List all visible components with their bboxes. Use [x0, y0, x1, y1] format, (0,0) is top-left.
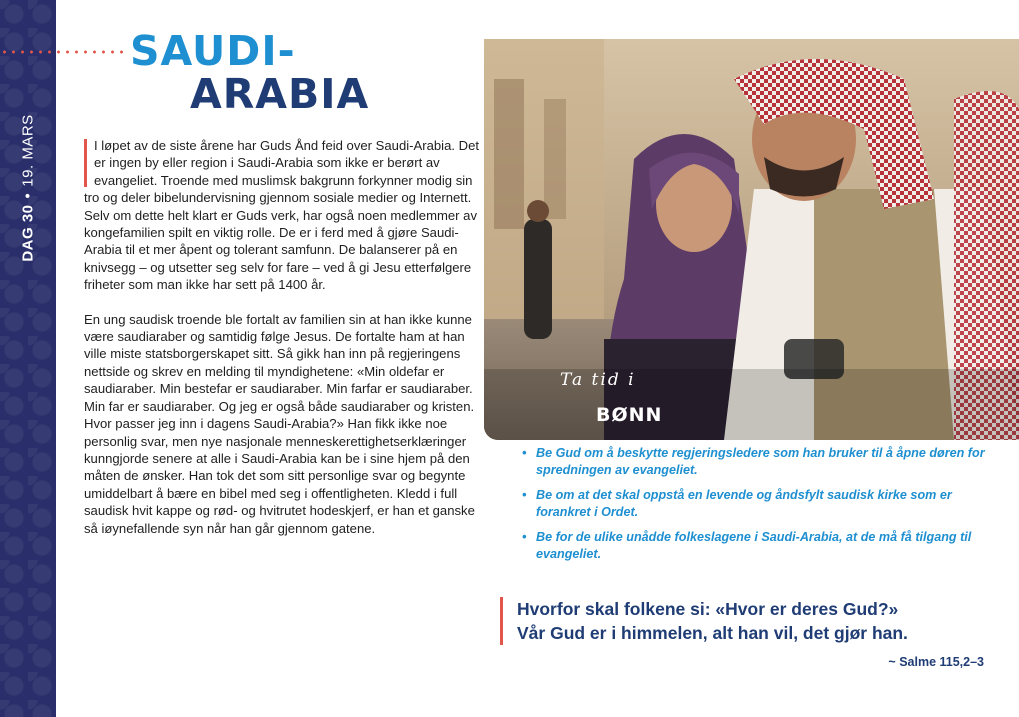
- prayer-list: [522, 445, 992, 571]
- day-label: DAG 30: [19, 204, 37, 262]
- prayer-heading: [560, 370, 710, 440]
- scripture-quote: [500, 597, 1000, 645]
- article-body: [84, 137, 480, 554]
- title-line-2: ARABIA: [190, 70, 370, 118]
- prayer-item: • Be for de ulike unådde folkeslagene i Saudi-Arabia, at de må få tilgang til evangeliet.: [522, 529, 992, 563]
- dotted-leader: [0, 50, 128, 54]
- prayer-script-text: Ta tid i: [560, 370, 636, 390]
- paragraph-2: En ung saudisk troende ble fortalt av familien sin at han ikke kunne være saudiaraber og samtidig følge Jesus. De fortalte ham at han ville miste statsborgerskapet sitt. Så gikk han inn på regjeringens nettside og skrev en melding til myndighetene: «Min oldefar er saudiaraber. Min bestefar er saudiaraber. Min farfar er saudiaraber. Min far er saudiaraber. Og jeg er også både saudiaraber og kristen. Hvor passer jeg inn i dagens Saudi-Arabia?» Han fikk ikke noe personlig svar, men nye nasjonale menneskerettighetserklæringer kunngjorde senere at alle i Saudi-Arabia kan be i sine hjem på den måten de ønsker. Han tok det som sitt personlige svar og begynte umiddelbart å bære en bibel med seg i offentligheten. Kledd i full saudisk hvit kappe og rød- og hvitrutet hodeskjerf, er han et ganske så iøynefallende syn når han går gjennom gatene.: [84, 311, 475, 536]
- title-line-1: SAUDI-: [130, 27, 296, 75]
- day-date-label: [20, 114, 37, 261]
- sidebar: [0, 0, 56, 717]
- paragraph-1: [84, 137, 480, 294]
- bullet-separator: •: [19, 192, 37, 199]
- paragraph-1-text: I løpet av de siste årene har Guds Ånd feid over Saudi-Arabia. Det er ingen by eller region i Saudi-Arabia som ikke er berørt av evangeliet. Troende med muslimsk bakgrunn forkynner modig sin tro og deler bibelundervisning gjennom sosiale medier og Internett. Selv om dette helt klart er Guds verk, har også noen medlemmer av kongefamilien spilt en viktig rolle. De er i ferd med å gjøre Saudi-Arabia til et mer åpent og tolerant samfunn. De balanserer på en knivsegg – og utsetter seg selv for fare – ved å gi Jesu etterfølgere friheter som man ikke har sett på 1400 år.: [84, 138, 480, 293]
- drop-bar: [84, 139, 87, 187]
- quote-reference: ~ Salme 115,2–3: [888, 655, 984, 669]
- date-label: 19. MARS: [19, 114, 37, 187]
- prayer-word: BØNN: [596, 404, 663, 426]
- quote-line-2: Vår Gud er i himmelen, alt han vil, det gjør han.: [517, 623, 908, 643]
- page-title: [130, 27, 390, 118]
- prayer-item: • Be om at det skal oppstå en levende og åndsfylt saudisk kirke som er forankret i Ordet.: [522, 487, 992, 521]
- quote-line-1: Hvorfor skal folkene si: «Hvor er deres Gud?»: [517, 599, 899, 619]
- prayer-item: • Be Gud om å beskytte regjeringsledere som han bruker til å åpne døren for spredningen av evangeliet.: [522, 445, 992, 479]
